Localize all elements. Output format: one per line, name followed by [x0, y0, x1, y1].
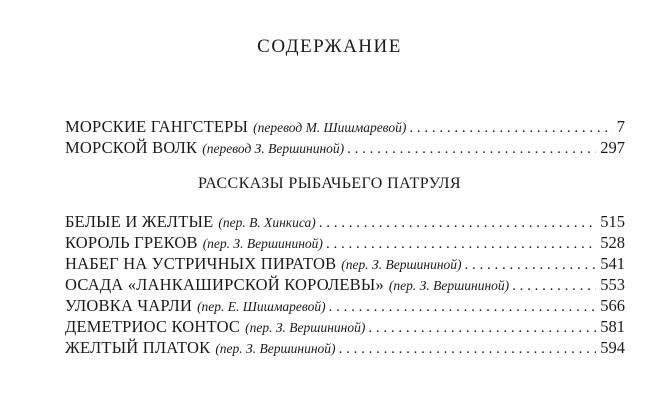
toc-entry-translator: (пер. Е. Шишмаревой)	[197, 299, 326, 314]
toc-entry-title: НАБЕГ НА УСТРИЧНЫХ ПИРАТОВ	[65, 254, 337, 273]
toc-entry-page-number: 541	[600, 254, 625, 273]
toc-entry-page-number: 515	[600, 212, 625, 231]
toc-entry-translator: (пер. З. Вершининой)	[245, 320, 366, 335]
toc-entry	[65, 295, 625, 316]
toc-entry	[65, 274, 625, 295]
toc-entry-page-number: 581	[600, 317, 625, 336]
toc-entry-page-number: 566	[600, 296, 625, 315]
toc-entry-page-number: 528	[600, 233, 625, 252]
toc-entry	[65, 337, 625, 358]
dot-leader	[512, 276, 596, 297]
toc-entry-title: КОРОЛЬ ГРЕКОВ	[65, 233, 198, 252]
dot-leader	[319, 213, 597, 234]
dot-leader	[409, 118, 612, 139]
toc-entry	[65, 316, 625, 337]
toc-entry-translator: (перевод М. Шишмаревой)	[253, 120, 407, 135]
toc-entry-translator: (пер. З. Вершининой)	[341, 257, 462, 272]
toc-entry-translator: (пер. В. Хинкиса)	[218, 215, 316, 230]
toc-entry-page-number: 7	[616, 117, 625, 136]
toc-entry-title: УЛОВКА ЧАРЛИ	[65, 296, 193, 315]
toc-entry-title: ОСАДА «ЛАНКАШИРСКОЙ КОРОЛЕВЫ»	[65, 275, 384, 294]
toc-entry-title: ДЕМЕТРИОС КОНТОС	[65, 317, 241, 336]
toc-entry	[65, 253, 625, 274]
toc-entry-translator: (перевод З. Вершининой)	[202, 141, 345, 156]
toc-entry-page-number: 553	[600, 275, 625, 294]
toc-entry	[65, 116, 625, 137]
toc-entry-title: МОРСКИЕ ГАНГСТЕРЫ	[65, 117, 249, 136]
toc-stories-list	[65, 211, 625, 358]
dot-leader	[329, 297, 597, 318]
dot-leader	[347, 139, 596, 160]
dot-leader	[326, 234, 596, 255]
toc-entry	[65, 232, 625, 253]
dot-leader	[339, 339, 597, 360]
toc-main-list	[65, 116, 625, 158]
dot-leader	[368, 318, 596, 339]
toc-entry-title: ЖЕЛТЫЙ ПЛАТОК	[65, 338, 211, 357]
toc-entry-translator: (пер. З. Вершининой)	[215, 341, 336, 356]
toc-entry-page-number: 594	[600, 338, 625, 357]
toc-entry	[65, 211, 625, 232]
toc-entry-title: МОРСКОЙ ВОЛК	[65, 138, 198, 157]
toc-entry-translator: (пер. З. Вершининой)	[202, 236, 323, 251]
toc-entry	[65, 137, 625, 158]
page-title: СОДЕРЖАНИЕ	[257, 36, 402, 57]
toc-entry-title: БЕЛЫЕ И ЖЕЛТЫЕ	[65, 212, 214, 231]
section-heading: РАССКАЗЫ РЫБАЧЬЕГО ПАТРУЛЯ	[198, 175, 461, 192]
toc-entry-page-number: 297	[600, 138, 625, 157]
toc-entry-translator: (пер. З. Вершининой)	[388, 278, 510, 293]
dot-leader	[465, 255, 597, 276]
